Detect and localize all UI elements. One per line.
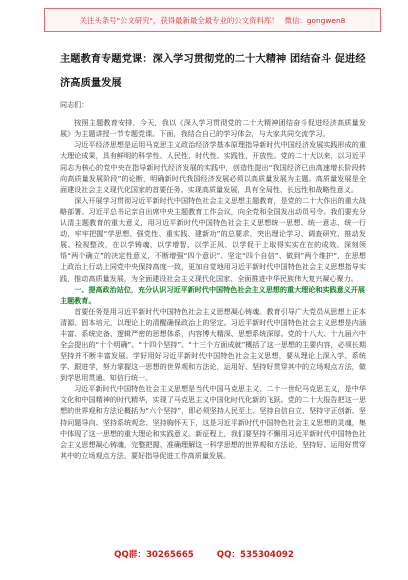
paragraph: 习近平经济思想是运用马克思主义政治经济学基本原理指导新时代中国经济发展实践形成的重大理论成果，具有鲜明的科学性、人民性、时代性、实践性、开放性。党的二十大以来，以习近平同志为核心的党中央在指导新时代经济发展的实践中，创造性提出“我国经济已由高速增长阶段转向高质量发展阶段”的论断，明确新时代我国经济发展必须以高质量发展为主题。高质量发展是全面建设社会主义现代化国家的首要任务。实现高质量发展，具有全局性、长远性和战略性意义。 [60, 140, 366, 194]
header-banner [44, 8, 381, 32]
paragraph: 深入开展学习贯彻习近平新时代中国特色社会主义思想主题教育，是党的二十大作出的重大战略部署。习近平总书记亲自出席中央主题教育工作会议，向全党和全国发出动员号令。我们要充分认清主题教育的重大意义，用习近平新时代中国特色社会主义思想统一思想、统一意志、统一行动，牢牢把握“学思想、强党性、重实践、建新功”的总要求，突出理论学习、调查研究、推动发展、检视整改，在以学铸魂、以学增智、以学正风、以学促干上取得实实在在的成效。深刻领悟“两个确立”的决定性意义，不断增强“四个意识”、坚定“四个自信”、做到“两个维护”，在思想上政治上行动上同党中央保持高度一致，更加自觉地用习近平新时代中国特色社会主义思想指导实践，推动高质量发展，为全面建设社会主义现代化国家、全面推进中华民族伟大复兴凝心聚力。 [60, 195, 366, 283]
section-heading: 一、提高政治站位，充分认识习近平新时代中国特色社会主义思想的重大理论和实践意义开展主题教育。 [60, 284, 366, 305]
paragraph: 首要任务是用习近平新时代中国特色社会主义思想凝心铸魂。教育引导广大党员从思想上正本清源、固本培元，以理论上的清醒确保政治上的坚定。习近平新时代中国特色社会主义思想是内涵丰富、系统完备、逻辑严密的思想体系，内容博大精深、思想系统深厚。党的十八大、十九届六中全会提出的“十个明确”、“十四个坚持”、“十三个方面成就”概括了这一思想的主要内容，必须长期坚持并不断丰富发展。学好用好习近平新时代中国特色社会主义思想，要从理论上深入学、系统学、跟进学，努力掌握这一思想的世界观和方法论，运用好、坚持好贯穿其中的立场观点方法，做到学思用贯通、知信行统一。 [60, 306, 366, 383]
banner-text: 关注头条号"公文研究"，获得最新最全最专业的公文资料库！ [79, 15, 279, 25]
article-title-line-2: 济高质量发展 [60, 77, 122, 89]
paragraph: 习近平新时代中国特色社会主义思想是当代中国马克思主义、二十一世纪马克思主义，是中华文化和中国精神的时代精华，实现了马克思主义中国化时代化新的飞跃。党的二十大报告把这一思想的世界观和方法论概括为“六个坚持”，即必须坚持人民至上、坚持自信自立、坚持守正创新、坚持问题导向、坚持系统观念、坚持胸怀天下，这是习近平新时代中国特色社会主义思想的灵魂，集中体现了这一思想的重大理论和实践意义。新征程上，我们要坚持不懈用习近平新时代中国特色社会主义思想凝心铸魂，完整把握、准确理解这一科学思想的世界观和方法论，坚持好、运用好贯穿其中的立场观点方法，要好指导促进工作高质量发展。 [60, 384, 366, 460]
footer-qq: QQ：535304092 [216, 550, 294, 560]
footer-qq-group: QQ群：30265665 [114, 550, 194, 560]
article-title [60, 52, 366, 91]
footer-contact [0, 548, 408, 560]
article [60, 52, 366, 461]
article-title-line-1: 主题教育专题党课：深入学习贯彻党的二十大精神 团结奋斗 促进经 [60, 54, 366, 65]
banner-wechat: 微信：gongwen8 [284, 15, 346, 25]
greeting: 同志们： [60, 100, 89, 109]
paragraph: 按照主题教育安排，今天，我以《深入学习贯彻党的二十大精神团结奋斗促进经济高质量发展》为主题讲授一节专题党课。下面，我结合自己的学习体会，与大家共同交流学习。 [60, 118, 366, 139]
